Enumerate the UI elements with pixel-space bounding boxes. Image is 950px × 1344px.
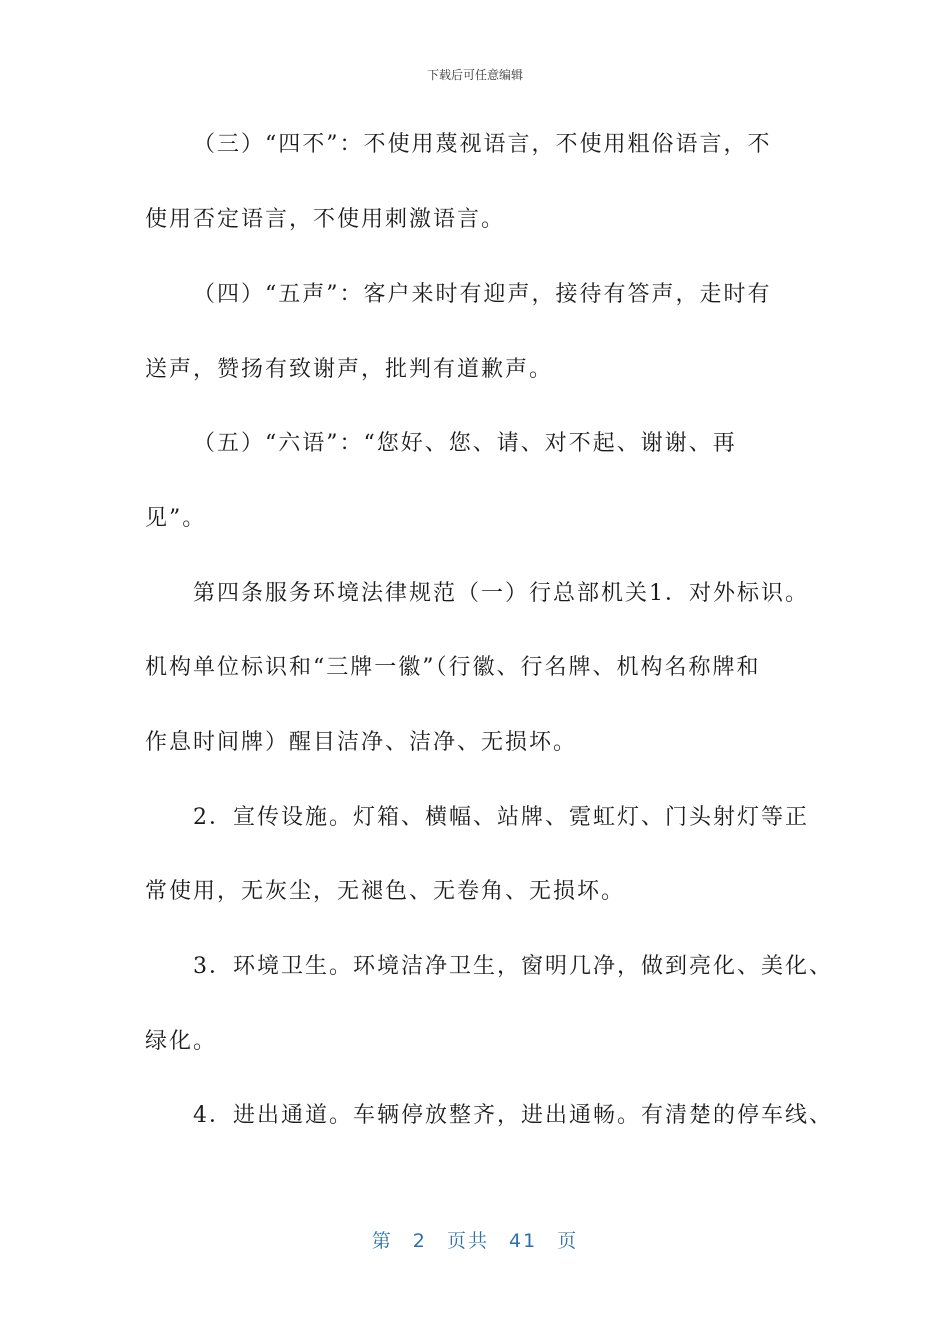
- text-line: 4．进出通道。车辆停放整齐，进出通畅。有清楚的停车线、: [193, 1103, 833, 1128]
- text-line: 第四条服务环境法律规范（一）行总部机关1．对外标识。: [193, 581, 809, 606]
- text-line: （五）“六语”：“您好、您、请、对不起、谢谢、再: [193, 431, 737, 456]
- text-line: （四）“五声”：客户来时有迎声，接待有答声，走时有: [193, 282, 772, 307]
- footer-middle: 页共: [446, 1230, 489, 1252]
- footer-suffix: 页: [557, 1230, 579, 1252]
- current-page-number: 2: [412, 1230, 427, 1252]
- text-line: 2．宣传设施。灯箱、横幅、站牌、霓虹灯、门头射灯等正: [193, 805, 809, 830]
- text-line: 作息时间牌）醒目洁净、洁净、无损坏。: [145, 730, 578, 755]
- total-page-count: 41: [509, 1230, 538, 1252]
- text-line: 常使用，无灰尘，无褪色、无卷角、无损坏。: [145, 879, 626, 904]
- text-line: （三）“四不”：不使用蔑视语言，不使用粗俗语言，不: [193, 132, 772, 157]
- text-line: 机构单位标识和“三牌一徽”（行徽、行名牌、机构名称牌和: [145, 655, 761, 680]
- text-line: 送声，赞扬有致谢声，批判有道歉声。: [145, 357, 554, 382]
- text-line: 见”。: [145, 506, 207, 531]
- header-note: 下载后可任意编辑: [426, 68, 523, 82]
- footer-prefix: 第: [371, 1230, 393, 1252]
- text-line: 绿化。: [145, 1029, 218, 1054]
- text-line: 3．环境卫生。环境洁净卫生，窗明几净，做到亮化、美化、: [193, 954, 833, 979]
- text-line: 使用否定语言，不使用刺激语言。: [145, 207, 506, 232]
- page-number-footer: [0, 1226, 950, 1253]
